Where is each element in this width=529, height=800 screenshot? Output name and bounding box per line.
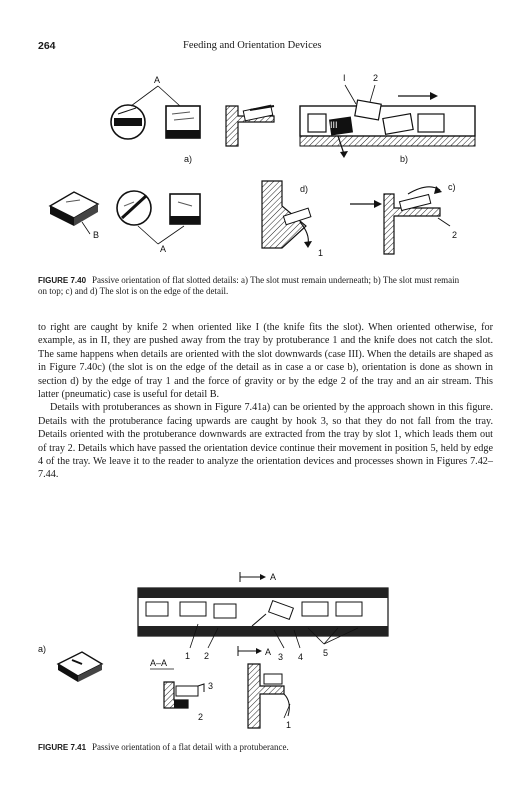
label-III: III: [330, 120, 338, 130]
page-number: 264: [38, 40, 56, 52]
figure-7-40-drawing: [38, 66, 493, 271]
tray-knife-a: [226, 105, 274, 146]
figure-7-41-caption: [38, 742, 468, 753]
figure-7-40-text: Passive orientation of flat slotted details: a) The slot must remain underneath; b) The slot must remain on top; c) and d) The slot is on the edge of the detail.: [38, 275, 460, 296]
detail-protuberance: [58, 652, 102, 682]
label-A-arrow-mid: A: [265, 647, 272, 657]
page-header: [38, 40, 493, 54]
running-title: Feeding and Orientation Devices: [183, 40, 322, 51]
label-c-2: 2: [452, 230, 458, 240]
label-c: c): [448, 182, 456, 192]
label-a-741: a): [38, 644, 47, 654]
paragraph-1: to right are caught by knife 2 when oriented like I (the knife fits the slot). When oriented otherwise, for example, as in II, they are pushed away from the tray by protuberance 1 and the knife does not catch the slot. The same happens when details are oriented with the slot downwards (case III). When the details are shaped as in Figure 7.40c) (the slot is on the edge of the detail as in case a or case b), orientation is done as shown in section d) by the edge of tray 1 and the force of gravity or by the edge 2 of the tray and an air stream. This latter (pneumatic) case is useful for detail B.: [38, 322, 493, 401]
figure-7-41-drawing: [38, 568, 493, 736]
label-s2: 2: [198, 712, 204, 722]
label-A-arrow-top: A: [270, 572, 277, 582]
tray-b: [300, 92, 475, 158]
figure-7-41-label: FIGURE 7.41: [38, 743, 87, 752]
figure-7-41: [38, 568, 493, 736]
slotted-detail-circle-a: [111, 105, 145, 139]
label-d-1: 1: [318, 248, 324, 258]
label-d: d): [300, 184, 309, 194]
label-section: A–A: [150, 658, 168, 668]
label-n4: 4: [298, 652, 304, 662]
slotted-detail-square-a: [166, 106, 200, 138]
label-2-b: 2: [373, 73, 379, 83]
label-n3: 3: [278, 652, 284, 662]
detail-square-bottom: [170, 194, 200, 224]
label-n2: 2: [204, 651, 210, 661]
figure-7-41-text: Passive orientation of a flat detail with a protuberance.: [92, 742, 289, 752]
detail-B-box: [50, 192, 98, 226]
figure-7-40-caption: [38, 275, 468, 297]
body-text: [38, 321, 493, 482]
figure-7-40: [38, 66, 493, 271]
detail-sphere: [117, 191, 151, 225]
tray-c: [350, 186, 450, 254]
label-b: b): [400, 154, 409, 164]
label-s1: 1: [286, 720, 292, 730]
label-B: B: [93, 230, 100, 240]
label-s3: 3: [208, 681, 214, 691]
label-A-top: A: [154, 75, 161, 85]
section-slot: [248, 664, 292, 730]
label-n1: 1: [185, 651, 191, 661]
figure-7-40-label: FIGURE 7.40: [38, 276, 87, 285]
paragraph-2: Details with protuberances as shown in Figure 7.41a) can be oriented by the approach shown in this figure. Details with the protuberance facing upwards are caught by hook 3, so that they do not fall from the tray. Details oriented with the protuberance downwards are extracted from the tray by slot 1, which leads them out of tray 2. Details which have passed the orientation device continue their movement in position 5, held by edge 4 of the tray. We leave it to the reader to analyze the orientation devices and processes shown in Figures 7.42–7.44.: [38, 402, 493, 481]
label-I: I: [343, 73, 346, 83]
label-n5: 5: [323, 648, 329, 658]
tray-top-view: [138, 588, 388, 636]
label-a: a): [184, 154, 193, 164]
label-A-bottom: A: [160, 244, 167, 254]
section-A-A: [164, 682, 204, 708]
